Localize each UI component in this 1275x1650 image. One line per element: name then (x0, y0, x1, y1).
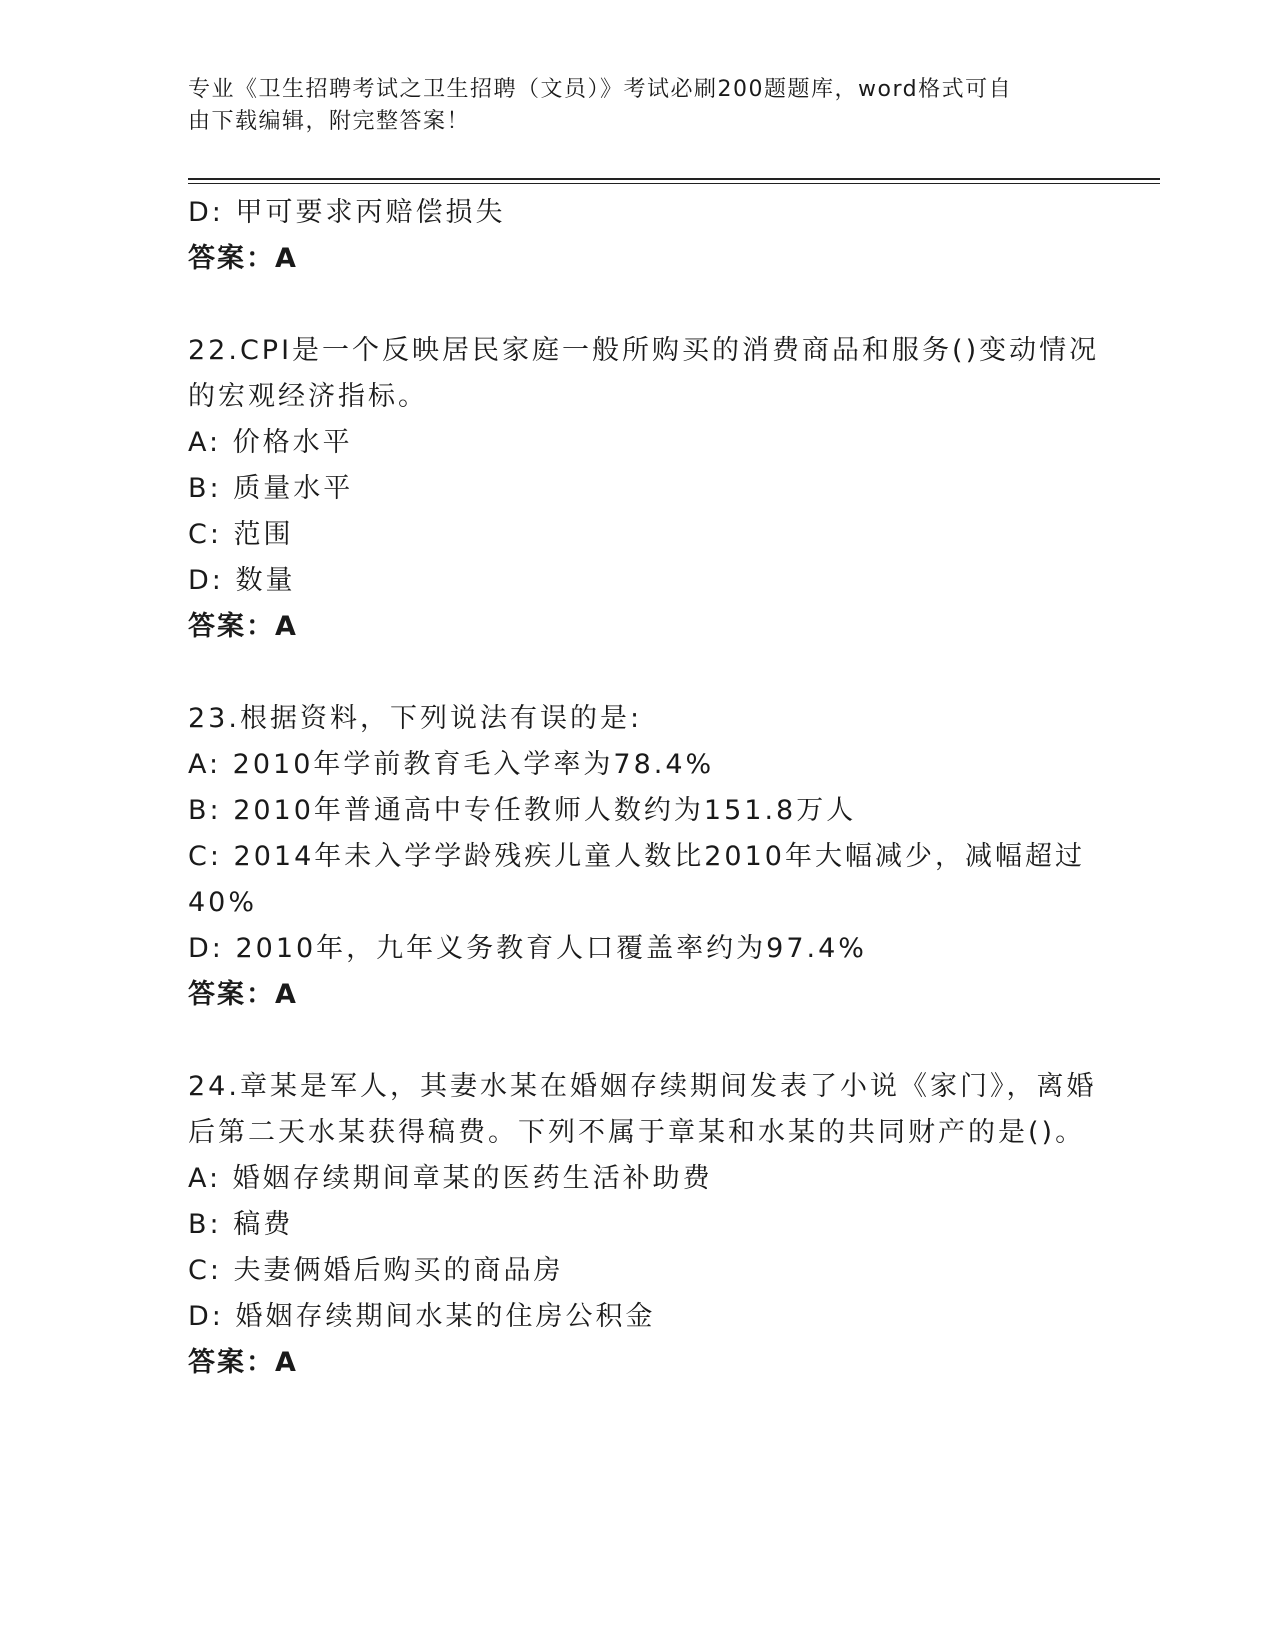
option-b: B: 2010年普通高中专任教师人数约为151.8万人 (188, 795, 857, 826)
question-stem-line: 24.章某是军人，其妻水某在婚姻存续期间发表了小说《家门》，离婚 (188, 1071, 1097, 1102)
option-b: B: 质量水平 (188, 473, 354, 504)
question-23 (188, 696, 1088, 1018)
option-a: A: 婚姻存续期间章某的医药生活补助费 (188, 1163, 713, 1194)
question-24 (188, 1064, 1097, 1386)
question-stem-line: 后第二天水某获得稿费。下列不属于章某和水某的共同财产的是()。 (188, 1117, 1086, 1148)
header-divider-thin (188, 183, 1160, 184)
question-stem-line: 的宏观经济指标。 (188, 381, 428, 412)
document-body (188, 190, 1100, 1386)
question-stem-line: 22.CPI是一个反映居民家庭一般所购买的消费商品和服务()变动情况 (188, 335, 1100, 366)
option-a: A: 2010年学前教育毛入学率为78.4% (188, 749, 715, 780)
option-d: D: 2010年，九年义务教育人口覆盖率约为97.4% (188, 933, 867, 964)
option-c-continued: 40% (188, 887, 258, 918)
prev-option-d: D: 甲可要求丙赔偿损失 (188, 197, 506, 228)
option-a: A: 价格水平 (188, 427, 353, 458)
spacer (188, 650, 1088, 696)
prev-answer: 答案：A (188, 243, 298, 274)
spacer (188, 1018, 1088, 1064)
header-line-1: 专业《卫生招聘考试之卫生招聘（文员）》考试必刷200题题库，word格式可自 (188, 77, 1013, 102)
header-line-2: 由下载编辑，附完整答案！ (188, 109, 471, 134)
option-c: C: 范围 (188, 519, 294, 550)
option-d: D: 婚姻存续期间水某的住房公积金 (188, 1301, 656, 1332)
option-c: C: 2014年未入学学龄残疾儿童人数比2010年大幅减少，减幅超过 (188, 841, 1085, 872)
option-d: D: 数量 (188, 565, 296, 596)
spacer (188, 282, 1088, 328)
document-header (188, 74, 1088, 138)
answer-line: 答案：A (188, 611, 298, 642)
question-22 (188, 328, 1100, 650)
option-c: C: 夫妻俩婚后购买的商品房 (188, 1255, 564, 1286)
header-divider-thick (188, 178, 1160, 180)
question-stem-line: 23.根据资料，下列说法有误的是: (188, 703, 643, 734)
option-b: B: 稿费 (188, 1209, 294, 1240)
answer-line: 答案：A (188, 979, 298, 1010)
answer-line: 答案：A (188, 1347, 298, 1378)
